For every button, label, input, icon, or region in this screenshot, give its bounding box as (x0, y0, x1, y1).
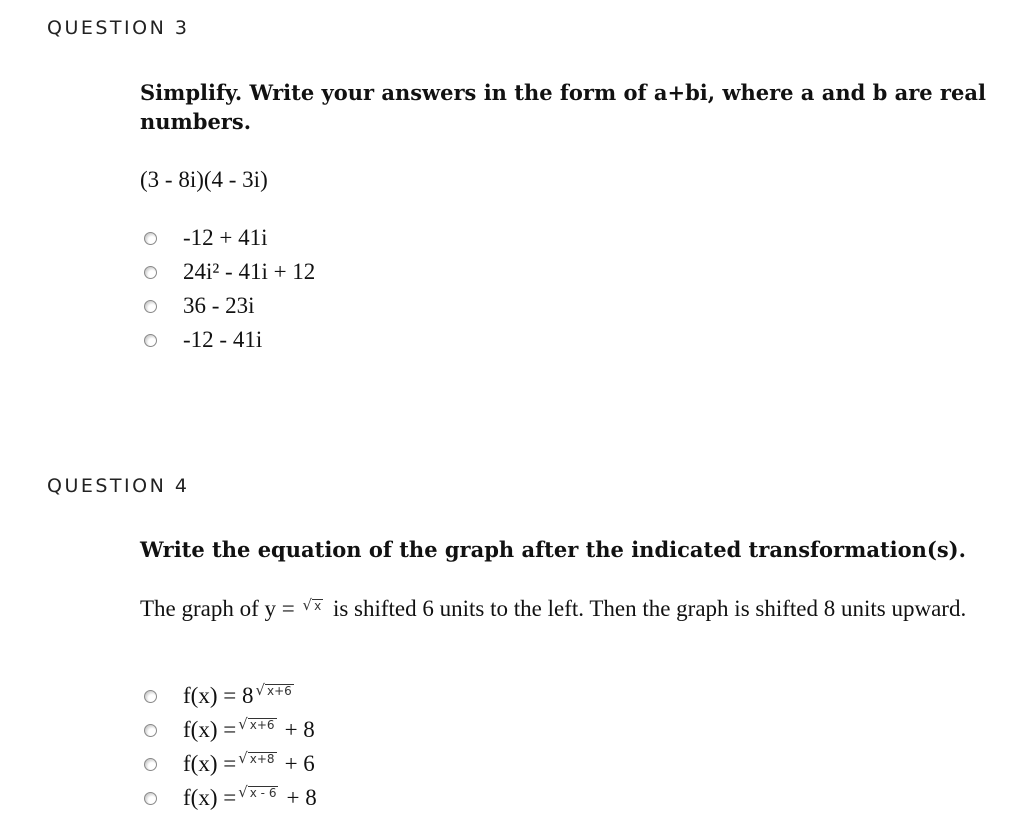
radio-button-icon[interactable] (144, 300, 157, 313)
radio-button-icon[interactable] (144, 792, 157, 805)
square-root-icon: √ x+6 (238, 714, 275, 733)
q3-option-2-label: 24i² - 41i + 12 (183, 259, 316, 284)
radio-button-icon[interactable] (144, 724, 157, 737)
question-3-prompt: Simplify. Write your answers in the form of a+bi, where a and b are real numbers. (140, 80, 986, 134)
q4-option-4-pre: f(x) = (183, 785, 237, 810)
question-4-description (140, 594, 1010, 623)
q3-option-4-label: -12 - 41i (183, 327, 263, 352)
square-root-icon: √ x+6 (255, 680, 292, 699)
description-prefix: The graph of y = (140, 596, 295, 621)
question-4-heading: QUESTION 4 (47, 475, 190, 497)
q4-option-2-pre: f(x) = (183, 717, 237, 742)
q4-option-3[interactable] (144, 748, 315, 780)
radio-button-icon[interactable] (144, 690, 157, 703)
radio-button-icon[interactable] (144, 758, 157, 771)
radio-button-icon[interactable] (144, 232, 157, 245)
q4-option-2-post: + 8 (284, 717, 315, 742)
q3-option-1-label: -12 + 41i (183, 225, 268, 250)
square-root-icon: √ x - 6 (238, 782, 277, 801)
question-3-expression: (3 - 8i)(4 - 3i) (140, 167, 268, 192)
q4-option-3-post: + 6 (284, 751, 315, 776)
question-3-heading: QUESTION 3 (47, 17, 190, 39)
q4-option-1-pre: f(x) = 8 (183, 683, 254, 708)
q3-option-4[interactable] (144, 324, 262, 356)
q4-option-3-pre: f(x) = (183, 751, 237, 776)
q4-option-4[interactable] (144, 782, 317, 814)
q4-option-4-post: + 8 (286, 785, 317, 810)
q4-option-2[interactable] (144, 714, 315, 746)
q3-option-2[interactable] (144, 256, 315, 288)
q3-option-1[interactable] (144, 222, 268, 254)
q3-option-3[interactable] (144, 290, 255, 322)
square-root-icon: √ x+8 (238, 748, 275, 767)
description-suffix: is shifted 6 units to the left. Then the graph is shifted 8 units upward. (332, 596, 967, 621)
q4-option-1[interactable] (144, 680, 298, 712)
radio-button-icon[interactable] (144, 334, 157, 347)
q3-option-3-label: 36 - 23i (183, 293, 255, 318)
question-4-prompt: Write the equation of the graph after the indicated transformation(s). (140, 537, 966, 562)
radio-button-icon[interactable] (144, 266, 157, 279)
square-root-icon: √ x (302, 596, 322, 614)
